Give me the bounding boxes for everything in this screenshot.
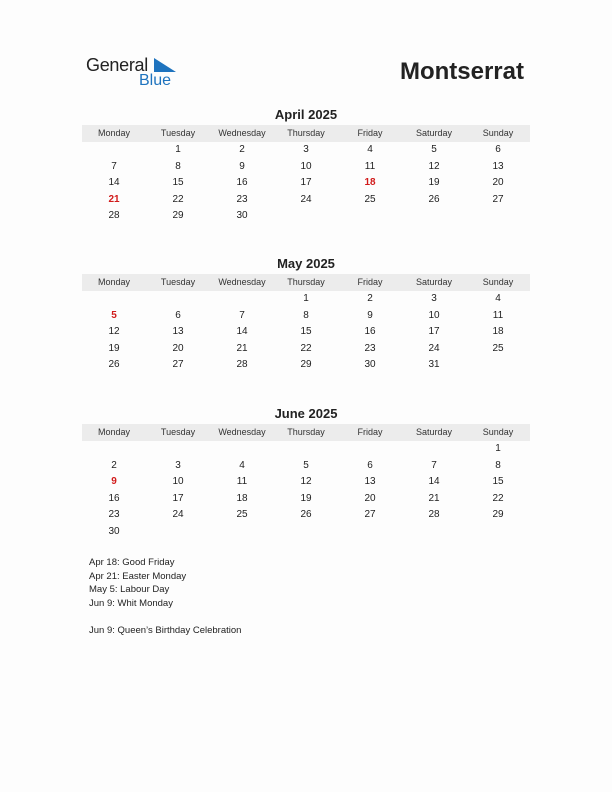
week-row xyxy=(82,175,530,192)
day-cell: 14 xyxy=(108,177,120,188)
day-cell: 13 xyxy=(492,160,504,172)
day-cell: 20 xyxy=(364,492,376,504)
day-cell: 29 xyxy=(300,359,312,370)
day-cell: 26 xyxy=(108,359,120,370)
weekday-label: Wednesday xyxy=(218,277,266,287)
day-cell: 28 xyxy=(236,359,248,370)
day-cell: 24 xyxy=(428,342,440,354)
month-title: June 2025 xyxy=(274,406,338,421)
day-cell: 11 xyxy=(364,160,376,172)
day-cell xyxy=(82,142,146,159)
day-cell: 23 xyxy=(364,342,376,354)
day-cell: 9 xyxy=(239,160,245,172)
week-row xyxy=(82,208,530,225)
week-row xyxy=(82,524,530,541)
day-cell: 17 xyxy=(172,492,184,504)
month-june xyxy=(82,406,530,540)
day-cell: 5 xyxy=(303,459,309,471)
day-cell: 27 xyxy=(172,359,184,370)
day-cell: 16 xyxy=(108,492,120,504)
weekday-label: Friday xyxy=(357,277,383,287)
day-cell: 17 xyxy=(428,326,440,337)
day-cell: 28 xyxy=(108,210,120,221)
holiday-day-cell: 5 xyxy=(111,309,117,321)
day-cell: 1 xyxy=(495,443,501,454)
day-cell: 15 xyxy=(492,476,504,487)
week-row xyxy=(82,192,530,209)
weekday-label: Saturday xyxy=(415,277,453,287)
week-row xyxy=(82,324,530,341)
weekday-label: Thursday xyxy=(287,128,325,138)
country-title: Montserrat xyxy=(399,58,524,85)
day-cell: 19 xyxy=(108,342,120,354)
day-cell: 11 xyxy=(492,309,504,321)
day-cell: 11 xyxy=(236,476,248,487)
day-cell: 30 xyxy=(108,525,120,537)
weekday-label: Wednesday xyxy=(218,427,266,437)
day-cell: 5 xyxy=(431,144,437,155)
day-cell: 13 xyxy=(364,476,376,487)
week-row xyxy=(82,441,530,458)
day-cell: 19 xyxy=(428,177,440,188)
day-cell: 14 xyxy=(428,476,440,487)
day-cell: 22 xyxy=(172,193,184,205)
day-cell: 4 xyxy=(367,144,373,155)
day-cell: 8 xyxy=(303,309,309,321)
day-cell: 9 xyxy=(367,309,373,321)
weekday-label: Tuesday xyxy=(160,277,196,287)
weekday-label: Sunday xyxy=(482,277,514,287)
day-cell xyxy=(146,291,210,308)
day-cell xyxy=(338,208,402,225)
week-row xyxy=(82,159,530,176)
day-cell: 21 xyxy=(428,492,440,504)
day-cell: 22 xyxy=(492,492,504,504)
holiday-day-cell: 18 xyxy=(364,177,376,188)
weekday-label: Wednesday xyxy=(218,128,266,138)
day-cell: 16 xyxy=(236,177,248,188)
holiday-notes xyxy=(89,556,241,638)
day-cell: 3 xyxy=(431,293,437,304)
day-cell: 26 xyxy=(300,509,312,520)
day-cell: 12 xyxy=(428,160,440,172)
day-cell: 15 xyxy=(300,326,312,337)
day-cell: 16 xyxy=(364,326,376,337)
weekday-label: Sunday xyxy=(482,427,514,437)
holiday-note: Apr 18: Good Friday xyxy=(89,557,175,568)
day-cell: 20 xyxy=(492,177,504,188)
day-cell xyxy=(402,208,466,225)
day-cell xyxy=(274,441,338,458)
day-cell: 18 xyxy=(236,492,248,504)
month-may xyxy=(82,256,530,374)
day-cell xyxy=(402,441,466,458)
day-cell xyxy=(466,524,530,541)
day-cell xyxy=(466,357,530,374)
day-cell: 12 xyxy=(108,326,120,337)
day-cell: 29 xyxy=(492,509,504,520)
day-cell xyxy=(466,208,530,225)
day-cell: 30 xyxy=(236,210,248,221)
day-cell: 18 xyxy=(492,326,504,337)
day-cell: 28 xyxy=(428,509,440,520)
weekday-label: Sunday xyxy=(482,128,514,138)
weekday-label: Saturday xyxy=(415,128,453,138)
day-cell: 2 xyxy=(111,459,117,471)
day-cell xyxy=(82,441,146,458)
week-row xyxy=(82,308,530,325)
day-cell: 15 xyxy=(172,177,184,188)
day-cell xyxy=(146,441,210,458)
weekday-header-row xyxy=(82,125,530,142)
day-cell: 10 xyxy=(428,309,440,321)
day-cell: 27 xyxy=(492,193,504,205)
weekday-label: Tuesday xyxy=(160,128,196,138)
day-cell xyxy=(210,291,274,308)
day-cell: 8 xyxy=(175,160,181,172)
weekday-label: Thursday xyxy=(287,277,325,287)
holiday-day-cell: 9 xyxy=(111,476,117,487)
day-cell: 7 xyxy=(239,309,245,321)
day-cell: 21 xyxy=(236,342,248,354)
day-cell: 31 xyxy=(428,359,440,370)
day-cell: 7 xyxy=(111,160,117,172)
holiday-note: May 5: Labour Day xyxy=(89,584,170,596)
day-cell: 4 xyxy=(239,459,245,471)
week-row xyxy=(82,491,530,508)
day-cell: 13 xyxy=(172,326,184,337)
day-cell: 24 xyxy=(300,193,312,205)
day-cell xyxy=(402,524,466,541)
day-cell: 2 xyxy=(239,144,245,155)
logo-text-general: General xyxy=(86,55,148,75)
day-cell: 25 xyxy=(364,193,376,205)
day-cell: 23 xyxy=(108,509,120,520)
day-cell: 17 xyxy=(300,177,312,188)
day-cell xyxy=(210,524,274,541)
day-cell: 2 xyxy=(367,293,373,304)
day-cell xyxy=(274,208,338,225)
week-row xyxy=(82,357,530,374)
week-row xyxy=(82,341,530,358)
day-cell: 3 xyxy=(303,144,309,155)
day-cell: 8 xyxy=(495,459,501,471)
weekday-header-row xyxy=(82,424,530,441)
logo-text-blue: Blue xyxy=(139,72,172,89)
month-title: May 2025 xyxy=(277,256,335,271)
day-cell: 6 xyxy=(495,144,501,155)
weekday-label: Thursday xyxy=(287,427,325,437)
day-cell: 10 xyxy=(300,160,312,172)
day-cell: 10 xyxy=(172,476,184,487)
logo xyxy=(86,55,196,95)
day-cell xyxy=(274,524,338,541)
holiday-day-cell: 21 xyxy=(108,193,120,205)
day-cell: 23 xyxy=(236,193,248,205)
day-cell: 4 xyxy=(495,293,501,304)
week-row xyxy=(82,507,530,524)
holiday-note: Jun 9: Whit Monday xyxy=(89,598,173,610)
weekday-header-row xyxy=(82,274,530,291)
day-cell: 7 xyxy=(431,459,437,471)
month-title: April 2025 xyxy=(274,107,338,122)
logo-flag-icon xyxy=(154,58,176,72)
day-cell: 6 xyxy=(175,309,181,321)
day-cell: 19 xyxy=(300,492,312,504)
week-row xyxy=(82,474,530,491)
weekday-label: Friday xyxy=(357,427,383,437)
holiday-note: Jun 9: Queen’s Birthday Celebration xyxy=(89,624,242,636)
day-cell xyxy=(146,524,210,541)
day-cell: 27 xyxy=(364,509,376,520)
weekday-label: Saturday xyxy=(415,427,453,437)
day-cell: 1 xyxy=(175,144,181,155)
day-cell: 24 xyxy=(172,509,184,520)
day-cell: 25 xyxy=(492,342,504,354)
day-cell: 12 xyxy=(300,476,312,487)
weekday-label: Tuesday xyxy=(160,427,196,437)
weekday-label: Monday xyxy=(97,128,131,138)
week-row xyxy=(82,142,530,159)
day-cell: 14 xyxy=(236,326,248,337)
day-cell xyxy=(210,441,274,458)
day-cell: 25 xyxy=(236,509,248,520)
day-cell: 26 xyxy=(428,193,440,205)
holiday-note: Apr 21: Easter Monday xyxy=(89,570,187,582)
day-cell: 22 xyxy=(300,342,312,354)
week-row xyxy=(82,291,530,308)
day-cell: 1 xyxy=(303,293,309,304)
day-cell xyxy=(82,291,146,308)
day-cell: 3 xyxy=(175,459,181,471)
day-cell: 30 xyxy=(364,359,376,370)
day-cell: 29 xyxy=(172,210,184,221)
day-cell: 6 xyxy=(367,459,373,471)
day-cell xyxy=(338,524,402,541)
weekday-label: Monday xyxy=(97,427,131,437)
week-row xyxy=(82,458,530,475)
weekday-label: Monday xyxy=(97,277,131,287)
day-cell: 20 xyxy=(172,342,184,354)
day-cell xyxy=(338,441,402,458)
month-april xyxy=(82,107,530,225)
weekday-label: Friday xyxy=(357,128,383,138)
